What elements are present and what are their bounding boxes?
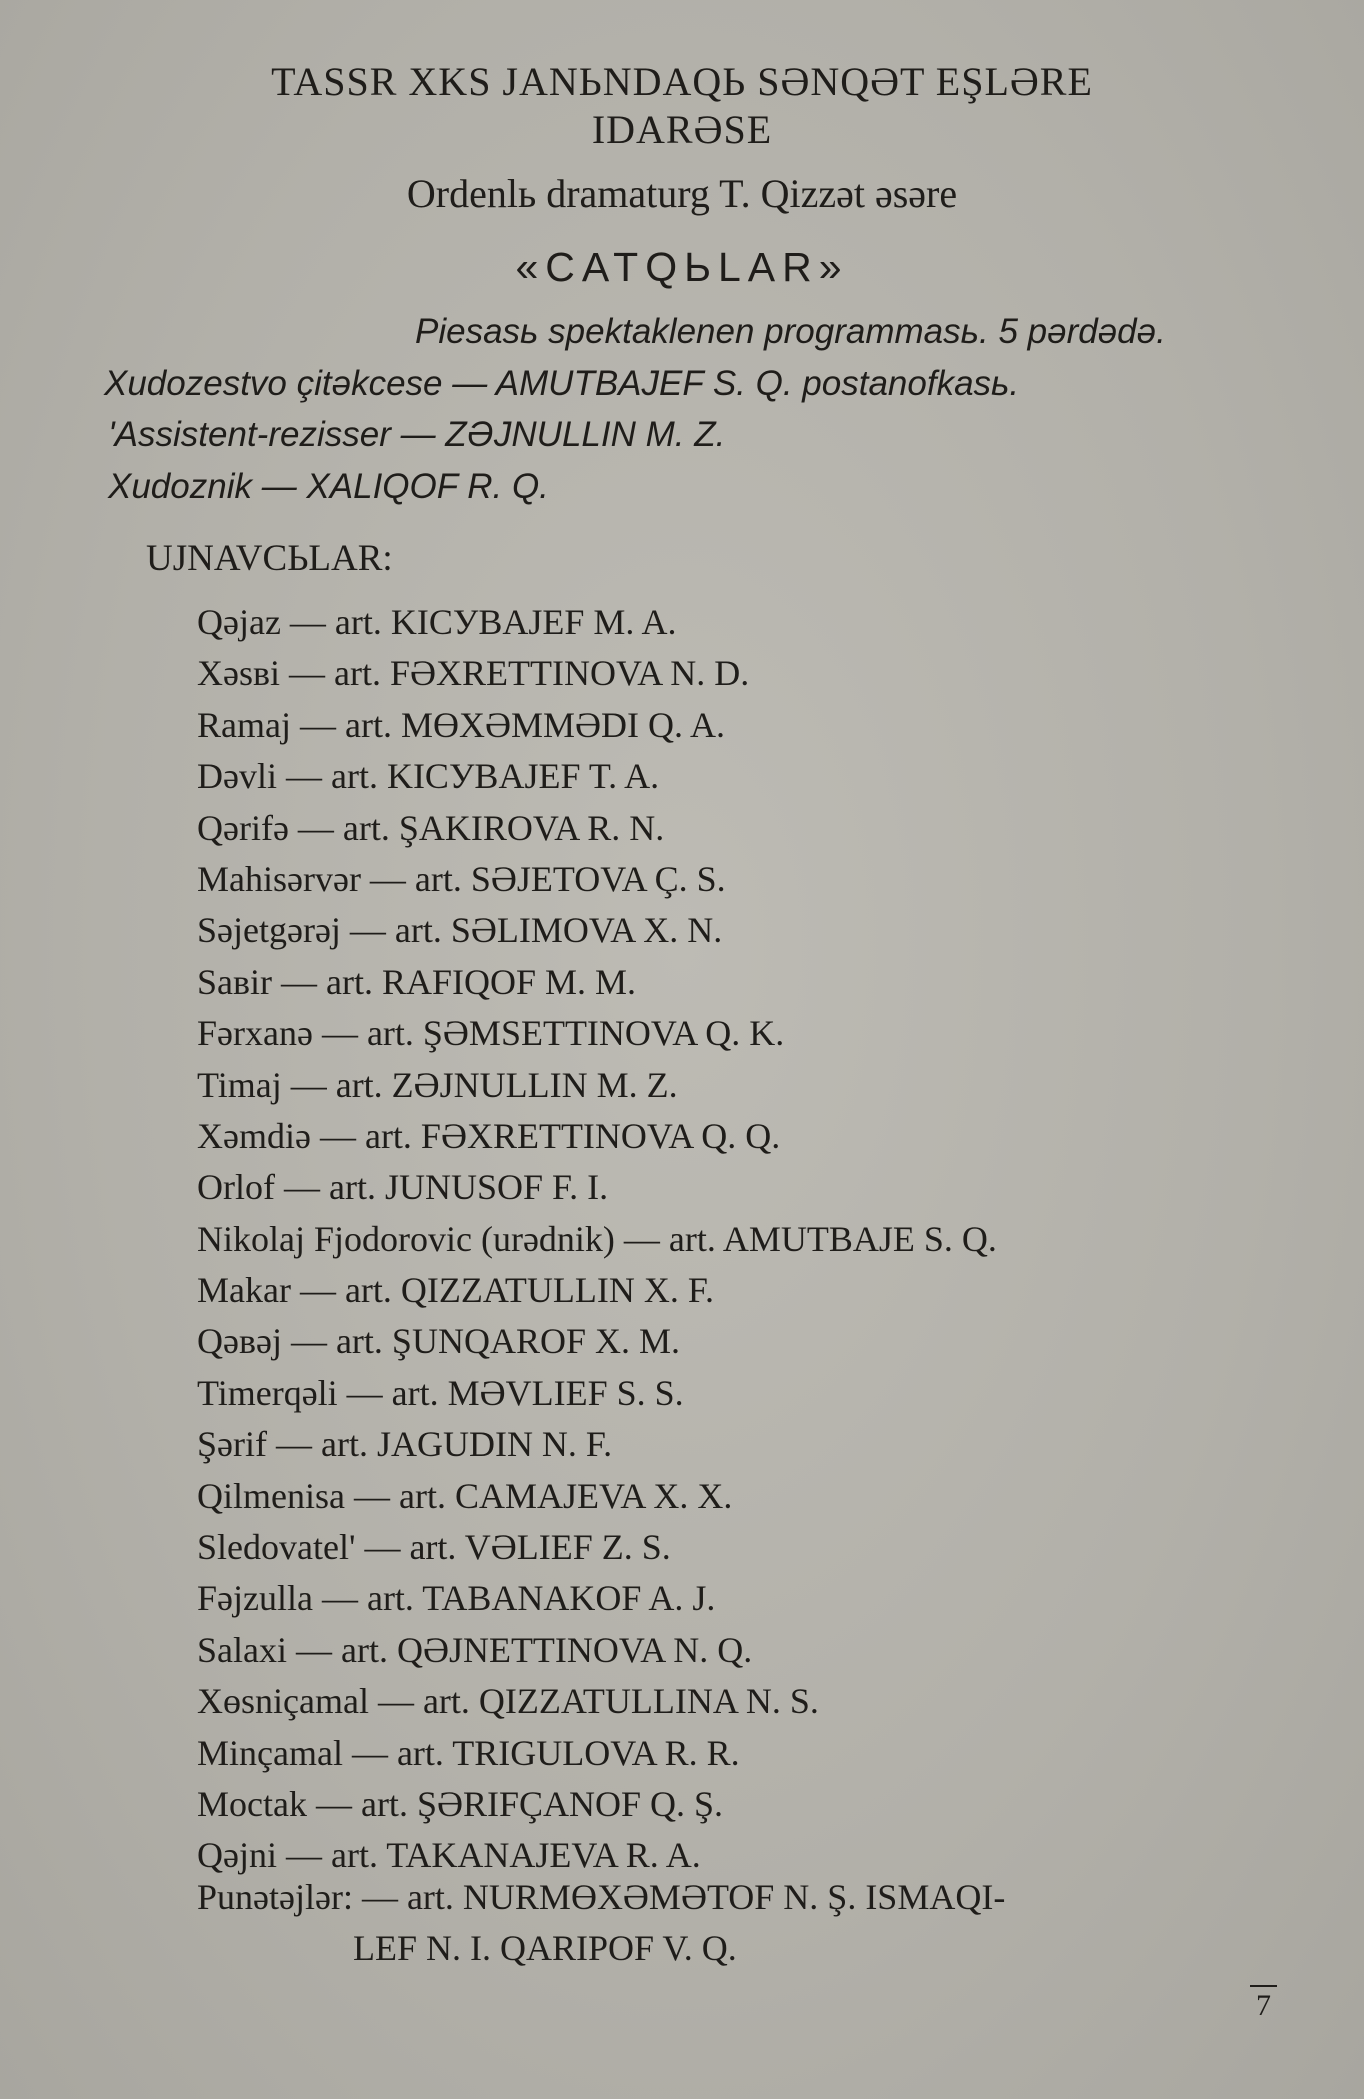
cast-item: Xəsвi — art. FƏXRETTINOVA N. D. (197, 653, 750, 694)
cast-item: Nikolaj Fjodorovic (urədnik) — art. AMUTBAJE S. Q. (197, 1218, 997, 1259)
cast-item: Fəjzulla — art. TABANAKOF A. J. (197, 1578, 716, 1619)
credit-line: Xudoznik — XALIQOF R. Q. (108, 467, 549, 506)
cast-item: Qəвəj — art. ŞUNQAROF X. M. (197, 1321, 680, 1362)
cast-item: Timaj — art. ZƏJNULLIN M. Z. (197, 1064, 678, 1105)
cast-item: Timerqəli — art. MƏVLIEF S. S. (197, 1372, 684, 1413)
cast-item: Saвir — art. RAFIQOF M. M. (197, 961, 637, 1002)
cast-heading: UJNAVCЬLAR: (146, 538, 393, 579)
header-line-2: IDARƏSE (591, 107, 773, 152)
header-subtitle: Ordenlь dramaturg T. Qizzət əsəre (406, 171, 958, 216)
credit-line: Xudozestvo çitəkcese — AMUTBAJEF S. Q. postanofkasь. (104, 364, 1020, 403)
page-number: 7 (1250, 1985, 1277, 2023)
cast-item: Moctak — art. ŞƏRIFÇANOF Q. Ş. (197, 1783, 724, 1824)
cast-item: Şərif — art. JAGUDIN N. F. (197, 1424, 613, 1465)
extras-line-1: Punətəjlər: — art. NURMƟXƏMƏTOF N. Ş. ISMAQI- (197, 1877, 1006, 1917)
cast-item: Fərxanə — art. ŞƏMSETTINOVA Q. K. (197, 1013, 785, 1054)
credit-line: Piesasь spektaklenen programmasь. 5 pərdədə. (415, 312, 1166, 351)
cast-item: Xɵsniçamal — art. QIZZATULLINA N. S. (197, 1681, 819, 1722)
cast-item: Səjetgərəj — art. SƏLIMOVA X. N. (197, 910, 723, 951)
cast-item: Minçamal — art. TRIGULOVA R. R. (197, 1732, 740, 1773)
cast-item: Ramaj — art. MƟXƏMMƏDI Q. A. (197, 704, 725, 745)
extras-paragraph (197, 1872, 1282, 1974)
header-line-1: TASSR XKS JANЬNDAQЬ SƏNQƏT EŞLƏRE (271, 59, 1093, 104)
credit-line: 'Assistent-rezisser — ZƏJNULLIN M. Z. (108, 415, 726, 454)
cast-item: Dəvli — art. KICУBAJEF T. A. (197, 756, 660, 797)
cast-item: Qərifə — art. ŞAKIROVA R. N. (197, 807, 665, 848)
cast-item: Qilmenisa — art. CAMAJEVA X. X. (197, 1475, 733, 1516)
cast-item: Orlof — art. JUNUSOF F. I. (197, 1167, 609, 1208)
cast-list (197, 597, 997, 1882)
cast-item: Qəjni — art. TAKANAJEVA R. A. (197, 1835, 701, 1876)
cast-item: Mahisərvər — art. SƏJETOVA Ç. S. (197, 858, 726, 899)
cast-item: Makar — art. QIZZATULLIN X. F. (197, 1270, 714, 1311)
cast-item: Qəjaz — art. KICУBAJEF M. A. (197, 602, 677, 642)
cast-item: Xəmdiə — art. FƏXRETTINOVA Q. Q. (197, 1115, 781, 1156)
play-title: «CATQЬLAR» (515, 244, 849, 290)
extras-line-2: LEF N. I. QARIPOF V. Q. (353, 1928, 737, 1968)
cast-item: Sledovatel' — art. VƏLIEF Z. S. (197, 1527, 671, 1568)
cast-item: Salaxi — art. QƏJNETTINOVA N. Q. (197, 1629, 753, 1670)
